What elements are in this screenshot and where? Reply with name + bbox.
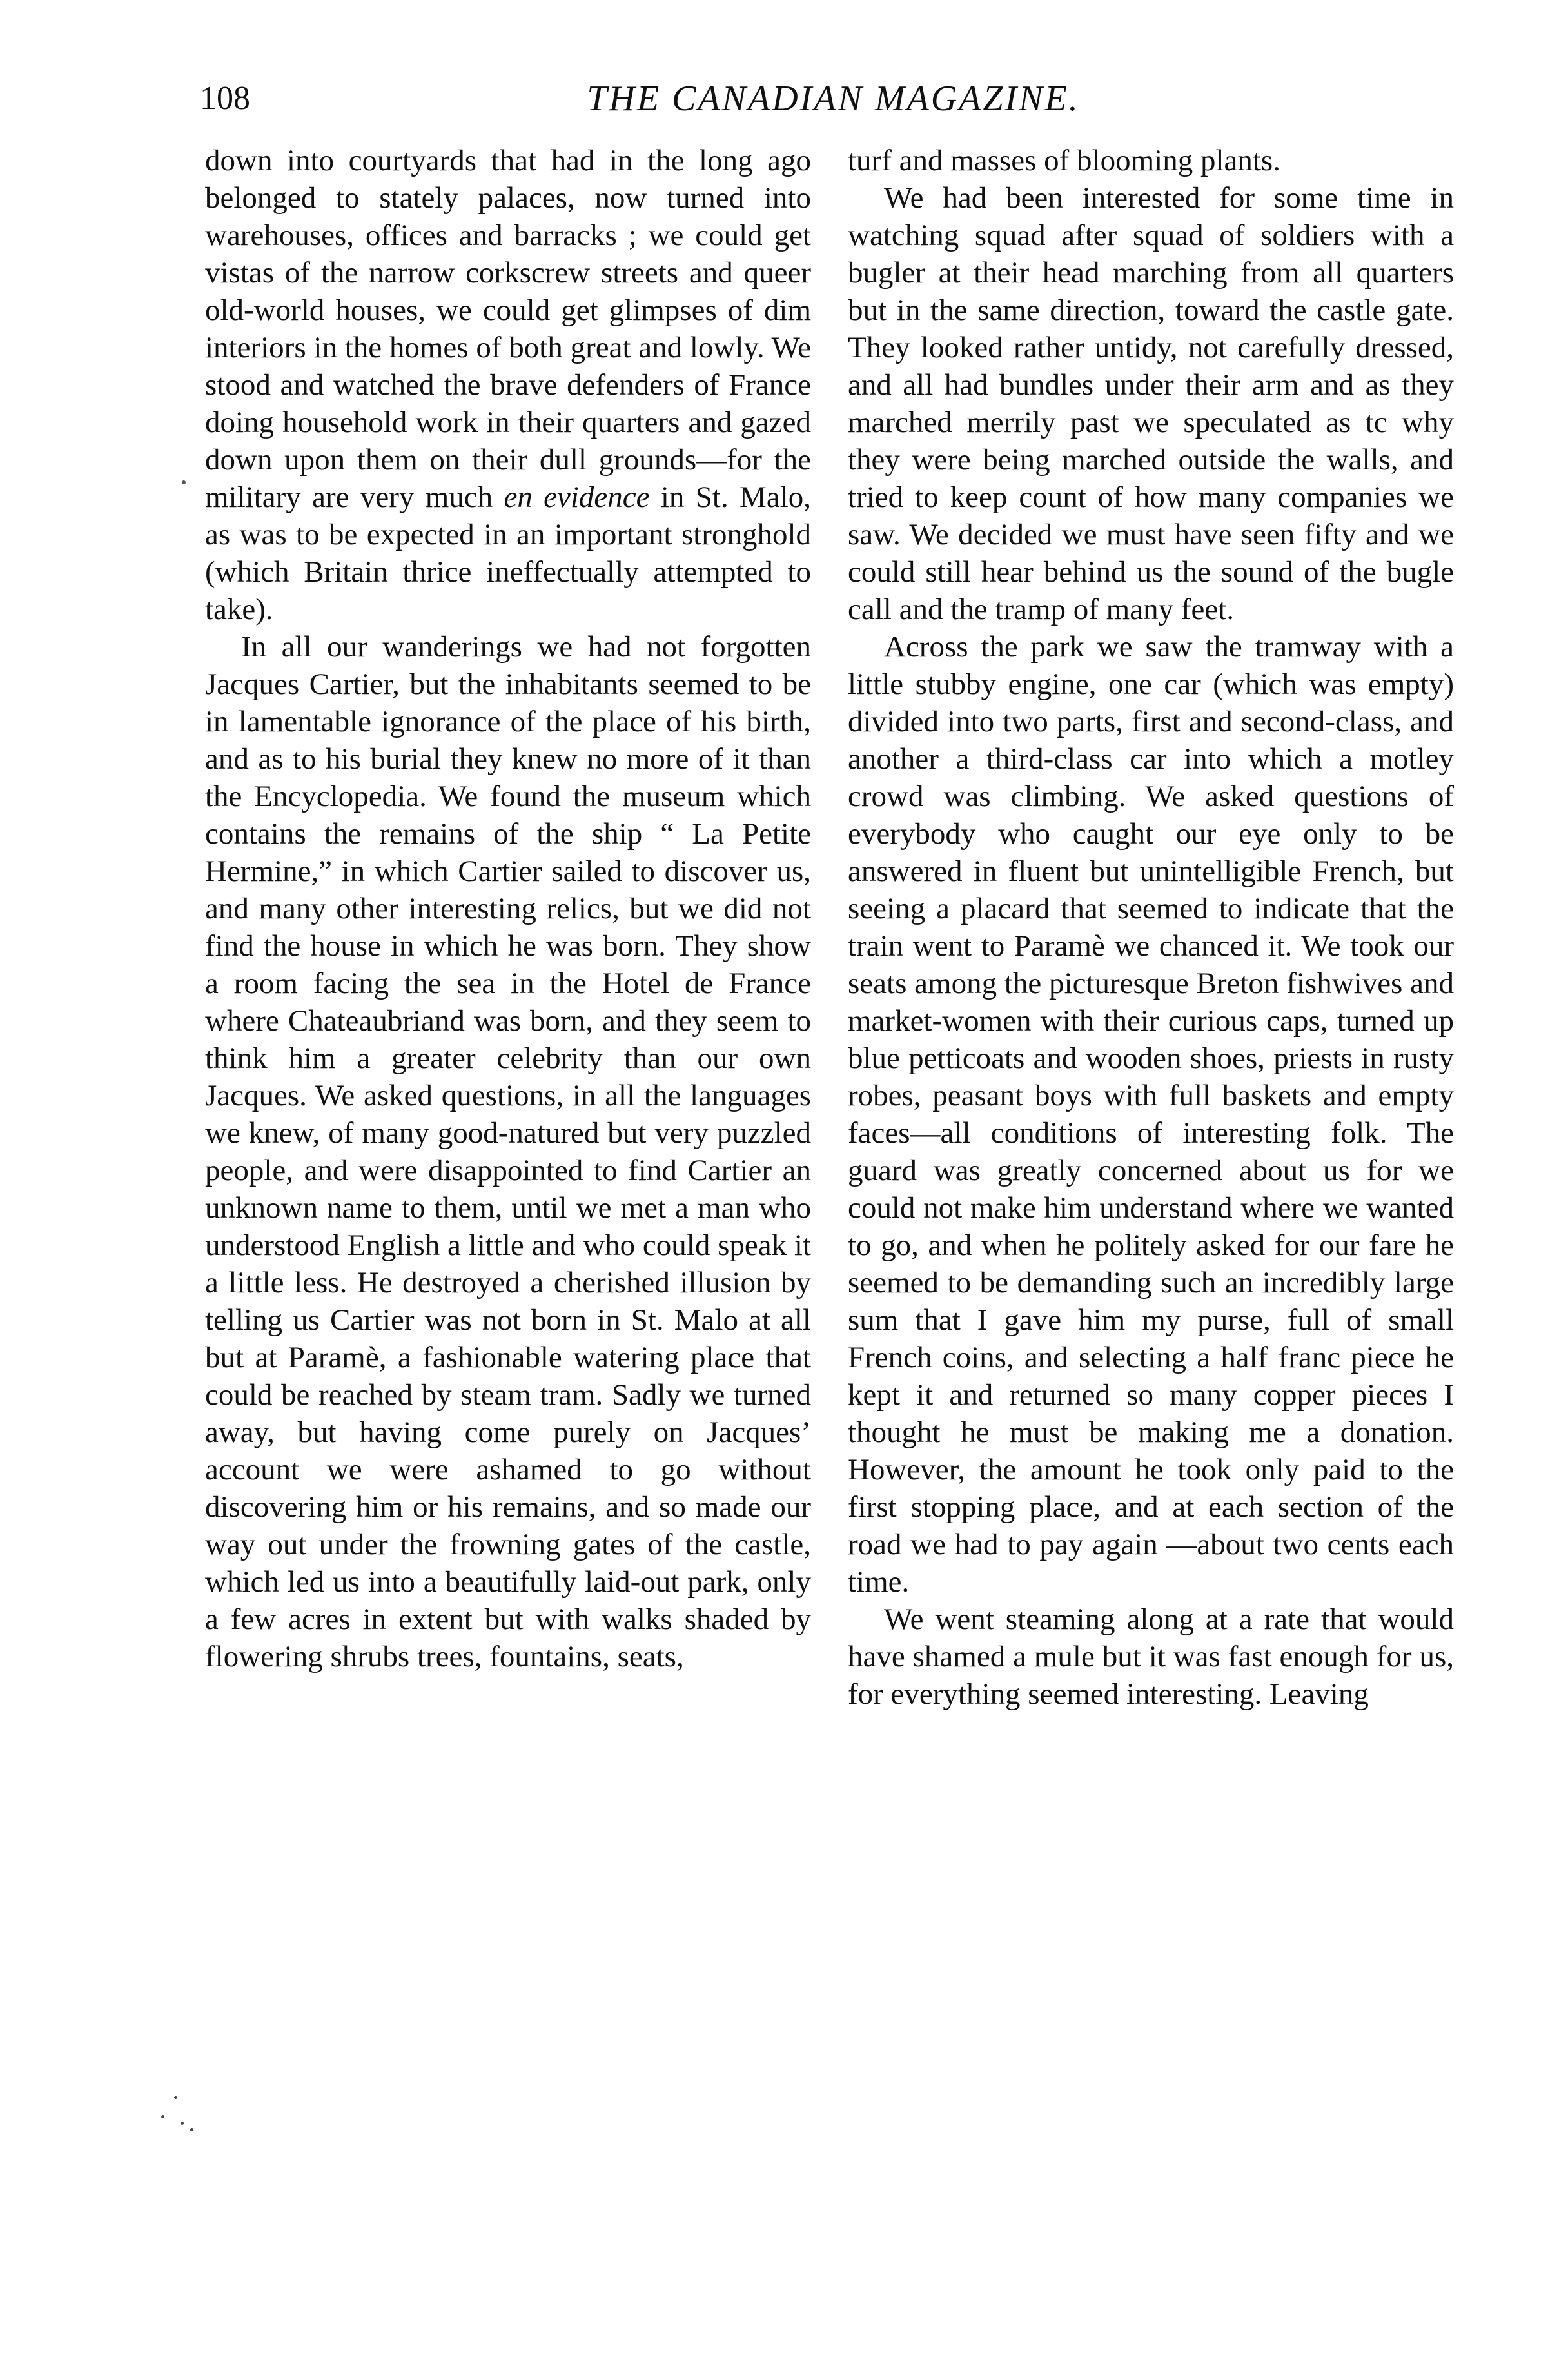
right-column	[848, 142, 1454, 1713]
margin-dot	[161, 2115, 164, 2118]
margin-dot	[174, 2096, 177, 2099]
page-header	[200, 70, 1467, 128]
margin-marks	[155, 2096, 200, 2135]
paragraph-steaming: We went steaming along at a rate that would have shamed a mule but it was fast enough for us, for everything seemed interesting. Leaving	[848, 1603, 1454, 1711]
left-column	[205, 142, 811, 1675]
paragraph-continued: down into courtyards that had in the long ago belonged to stately palaces, now turned into warehouses, offices and barracks ; we could get vistas of the narrow corkscrew streets and queer old-world houses, we could get glimpses of dim interiors in the homes of both great and lowly. We stood and watched the brave defenders of France doing household work in their quarters and gazed down upon them on their dull grounds—for the military are very much en evidence in St. Malo, as was to be expected in an important stronghold (which Britain thrice ineffectually attempted to take).	[205, 144, 811, 626]
paragraph-tramway: Across the park we saw the tramway with a little stubby engine, one car (which was empty) divided into two parts, first and second-class, and another a third-class car into which a motley crowd was climbing. We asked questions of everybody who caught our eye only to be answered in fluent but unintelligible French, but seeing a placard that seemed to indicate that the train went to Paramè we chanced it. We took our seats among the picturesque Breton fishwives and market-women with their curious caps, turned up blue petticoats and wooden shoes, priests in rusty robes, peasant boys with full baskets and empty faces—all conditions of interesting folk. The guard was greatly concerned about us for we could not make him understand where we wanted to go, and when he politely asked for our fare he seemed to be demanding such an incredibly large sum that I gave him my purse, full of small French coins, and selecting a half franc piece he kept it and returned so many copper pieces I thought he must be making me a donation. However, the amount he took only paid to the first stopping place, and at each section of the road we had to pay again —about two cents each time.	[848, 630, 1454, 1599]
margin-dot	[181, 2122, 184, 2125]
page-number: 108	[200, 80, 250, 117]
paragraph-continued: turf and masses of blooming plants.	[848, 144, 1280, 177]
paragraph-cartier: In all our wanderings we had not forgotten Jacques Cartier, but the inhabitants seemed to be in lamentable ignorance of the place of his birth, and as to his burial they knew no more of it than the Encyclopedia. We found the museum which contains the remains of the ship “ La Petite Hermine,” in which Cartier sailed to discover us, and many other interesting relics, but we did not find the house in which he was born. They show a room facing the sea in the Hotel de France where Chateaubriand was born, and they seem to think him a greater celebrity than our own Jacques. We asked questions, in all the languages we knew, of many good-natured but very puzzled people, and were disappointed to find Cartier an unknown name to them, until we met a man who understood English a little and who could speak it a little less. He destroyed a cherished illusion by telling us Cartier was not born in St. Malo at all but at Paramè, a fashionable watering place that could be reached by steam tram. Sadly we turned away, but having come purely on Jacques’ account we were ashamed to go without discovering him or his remains, and so made our way out under the frowning gates of the castle, which led us into a beautifully laid-out park, only a few acres in extent but with walks shaded by flowering shrubs trees, fountains, seats,	[205, 630, 811, 1673]
margin-dot	[182, 480, 186, 484]
paragraph-soldiers: We had been interested for some time in watching squad after squad of soldiers with a bugler at their head marching from all quarters but in the same direction, toward the castle gate. They looked rather untidy, not carefully dressed, and all had bundles under their arm and as they marched merrily past we speculated as tc why they were being marched outside the walls, and tried to keep count of how many companies we saw. We decided we must have seen fifty and we could still hear behind us the sound of the bugle call and the tramp of many feet.	[848, 181, 1454, 626]
margin-dot	[190, 2128, 193, 2131]
running-title: THE CANADIAN MAGAZINE.	[587, 79, 1080, 119]
